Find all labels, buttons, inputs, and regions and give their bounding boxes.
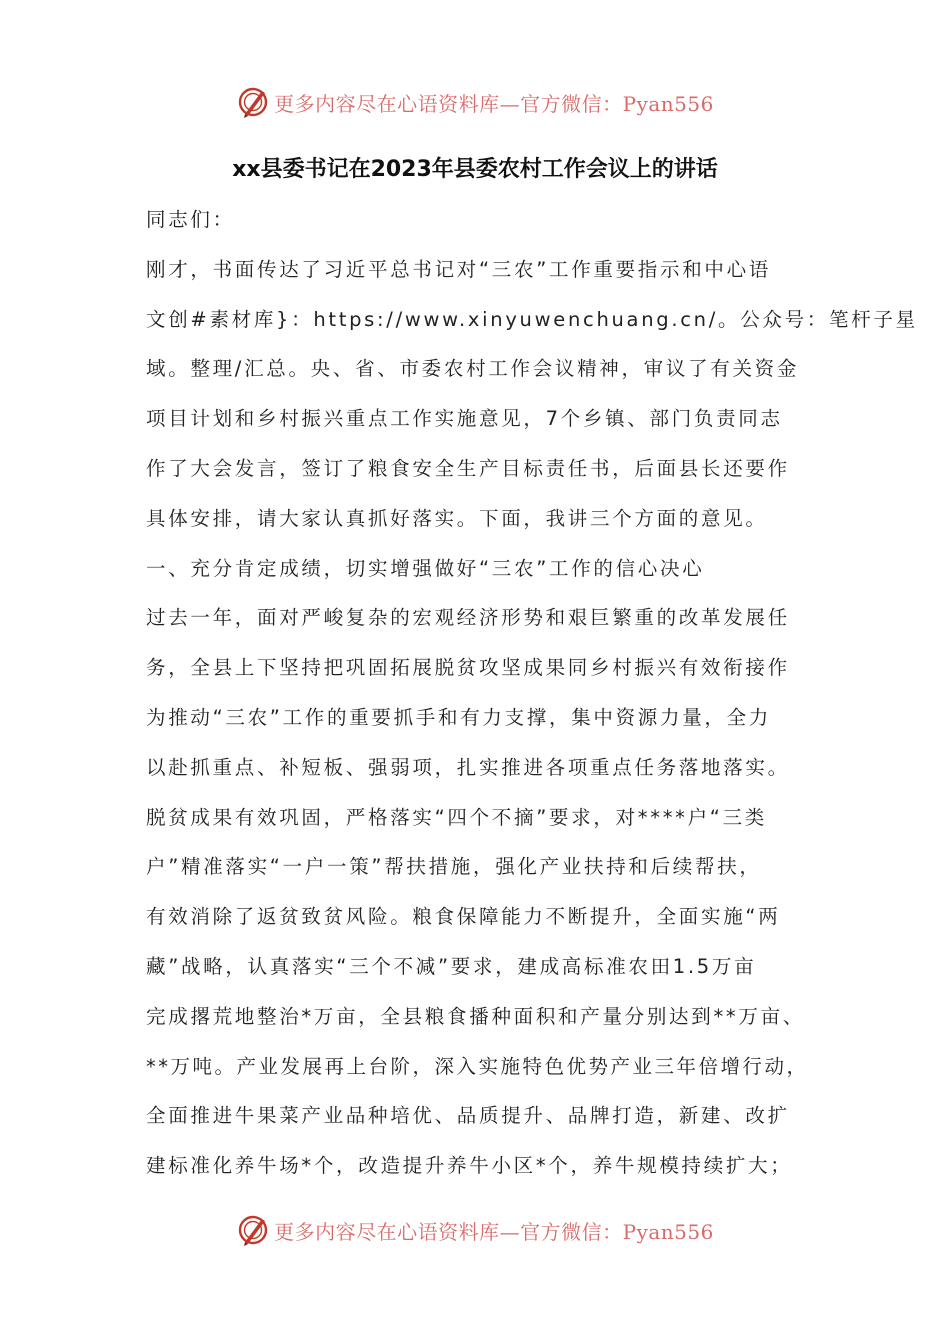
paragraph-line: 具体安排，请大家认真抓好落实。下面，我讲三个方面的意见。: [146, 506, 768, 530]
pen-logo-icon: [236, 84, 272, 120]
paragraph-line: 全面推进牛果菜产业品种培优、品质提升、品牌打造，新建、改扩: [146, 1104, 790, 1128]
paragraph-line: 域。整理/汇总。央、省、市委农村工作会议精神，审议了有关资金: [146, 357, 800, 381]
paragraph-line: 作了大会发言，签订了粮食安全生产目标责任书，后面县长还要作: [146, 456, 790, 480]
watermark-banner-bottom: [0, 1210, 950, 1250]
paragraph-line: 刚才，书面传达了习近平总书记对“三农”工作重要指示和中心语: [146, 257, 772, 281]
paragraph-line: 完成撂荒地整治*万亩，全县粮食播种面积和产量分别达到**万亩、: [146, 1004, 805, 1028]
paragraph-line: 以赴抓重点、补短板、强弱项，扎实推进各项重点任务落地落实。: [146, 755, 790, 779]
paragraph-line: 过去一年，面对严峻复杂的宏观经济形势和艰巨繁重的改革发展任: [146, 606, 790, 630]
paragraph-line: 户”精准落实“一户一策”帮扶措施，强化产业扶持和后续帮扶，: [146, 855, 762, 879]
salutation: 同志们：: [146, 208, 235, 231]
paragraph-line: **万吨。产业发展再上台阶，深入实施特色优势产业三年倍增行动，: [146, 1054, 809, 1078]
section-heading: 一、充分肯定成绩，切实增强做好“三农”工作的信心决心: [146, 556, 705, 580]
document-title: xx县委书记在2023年县委农村工作会议上的讲话: [232, 157, 718, 182]
pen-logo-icon: [236, 1212, 272, 1248]
watermark-text: 更多内容尽在心语资料库—官方微信：Pyan556: [274, 91, 714, 116]
paragraph-line: 建标准化养牛场*个，改造提升养牛小区*个，养牛规模持续扩大；: [146, 1154, 793, 1178]
paragraph-line: 有效消除了返贫致贫风险。粮食保障能力不断提升，全面实施“两: [146, 905, 781, 929]
paragraph-line: 项目计划和乡村振兴重点工作实施意见，7个乡镇、部门负责同志: [146, 407, 783, 431]
paragraph-line: 务，全县上下坚持把巩固拓展脱贫攻坚成果同乡村振兴有效衔接作: [146, 656, 790, 680]
watermark-banner-top: [0, 82, 950, 122]
paragraph-line: 文创#素材库}：https://www.xinyuwenchuang.cn/。公众号：笔杆子星: [146, 307, 918, 331]
paragraph-line: 为推动“三农”工作的重要抓手和有力支撑，集中资源力量，全力: [146, 705, 772, 729]
document-body: [146, 200, 918, 1196]
watermark-text: 更多内容尽在心语资料库—官方微信：Pyan556: [274, 1219, 714, 1244]
paragraph-line: 脱贫成果有效巩固，严格落实“四个不摘”要求，对****户“三类: [146, 805, 768, 829]
paragraph-line: 藏”战略，认真落实“三个不减”要求，建成高标准农田1.5万亩: [146, 954, 757, 978]
